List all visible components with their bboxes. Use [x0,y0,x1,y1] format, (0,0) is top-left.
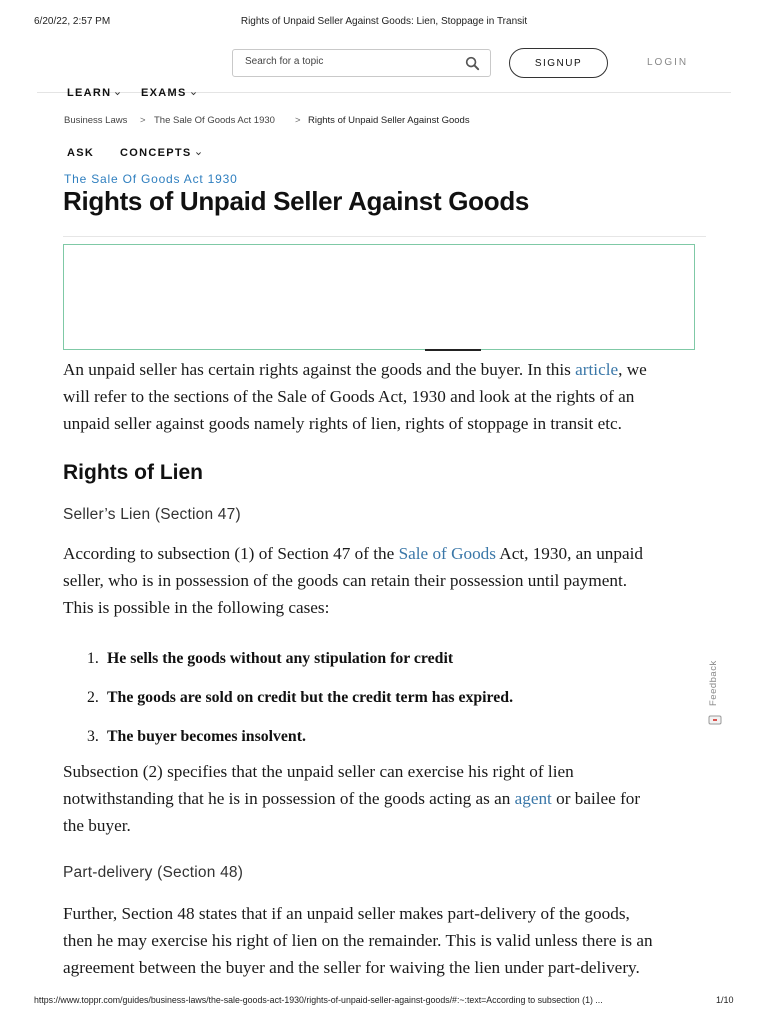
signup-button[interactable]: SIGNUP [509,48,608,78]
search-input[interactable] [245,56,445,67]
chevron-down-icon [114,90,121,97]
breadcrumb-separator: > [140,115,146,126]
intro-paragraph: An unpaid seller has certain rights against the goods and the buyer. In this article, we will refer to the sections of the Sale of Goods Act, 1930 and look at the rights of an unpaid seller against goods namely rights of lien, rights of stoppage in transit etc. [63,360,647,433]
nav-learn-label: LEARN [67,87,112,99]
print-datetime: 6/20/22, 2:57 PM [34,16,111,27]
nav-ask-label: ASK [67,147,95,159]
section-heading: Rights of Lien [63,461,203,484]
breadcrumb-item[interactable]: Business Laws [64,115,128,126]
media-frame [63,244,695,350]
breadcrumb-separator: > [295,115,301,126]
search-icon[interactable] [464,55,481,72]
subheading: Seller’s Lien (Section 47) [63,506,241,523]
nav-concepts-label: CONCEPTS [120,147,192,159]
subheading: Part-delivery (Section 48) [63,864,244,881]
page-title: Rights of Unpaid Seller Against Goods [63,186,530,216]
print-page-number: 1/10 [716,995,734,1005]
paragraph: Further, Section 48 states that if an unpaid seller makes part-delivery of the goods, then he may exercise his right of lien on the remainder. This is valid unless there is an agreement between the buyer and the seller for waiving the lien under part-delivery. [63,904,653,977]
paragraph: According to subsection (1) of Section 47 of the Sale of Goods Act, 1930, an unpaid seller, who is in possession of the goods can retain their possession until payment. This is possible in the following cases: [63,544,643,617]
chevron-down-icon [190,90,197,97]
breadcrumb-item[interactable]: The Sale Of Goods Act 1930 [154,115,275,126]
category-link[interactable]: The Sale Of Goods Act 1930 [64,172,238,186]
print-url: https://www.toppr.com/guides/business-laws/the-sale-goods-act-1930/rights-of-unpaid-seller-against-goods/#:~:text=According to subsection (1) ... [34,995,603,1005]
article-link[interactable]: article [575,360,619,379]
list-item: 2. The goods are sold on credit but the credit term has expired. [87,689,514,706]
breadcrumb-current: Rights of Unpaid Seller Against Goods [308,115,470,126]
nav-ask[interactable] [67,147,94,159]
feedback-label: Feedback [708,660,719,706]
media-progress-bar [425,349,481,351]
chevron-down-icon [195,150,202,157]
nav-concepts[interactable] [120,147,202,159]
nav-learn[interactable] [67,87,121,99]
feedback-icon [708,715,722,725]
login-link[interactable]: LOGIN [647,57,689,68]
nav-exams[interactable] [141,87,197,99]
list-item: 3. The buyer becomes insolvent. [87,728,306,745]
print-title: Rights of Unpaid Seller Against Goods: Lien, Stoppage in Transit [240,16,528,27]
paragraph: Subsection (2) specifies that the unpaid seller can exercise his right of lien notwithstanding that he is in possession of the goods acting as an agent or bailee for the buyer. [63,762,641,835]
search-box[interactable] [232,49,491,77]
sale-of-goods-link[interactable]: Sale of Goods [398,544,496,563]
feedback-tab[interactable] [703,660,727,728]
title-divider [63,236,706,237]
list-item: 1. He sells the goods without any stipulation for credit [87,650,454,667]
agent-link[interactable]: agent [514,788,552,808]
nav-exams-label: EXAMS [141,87,187,99]
